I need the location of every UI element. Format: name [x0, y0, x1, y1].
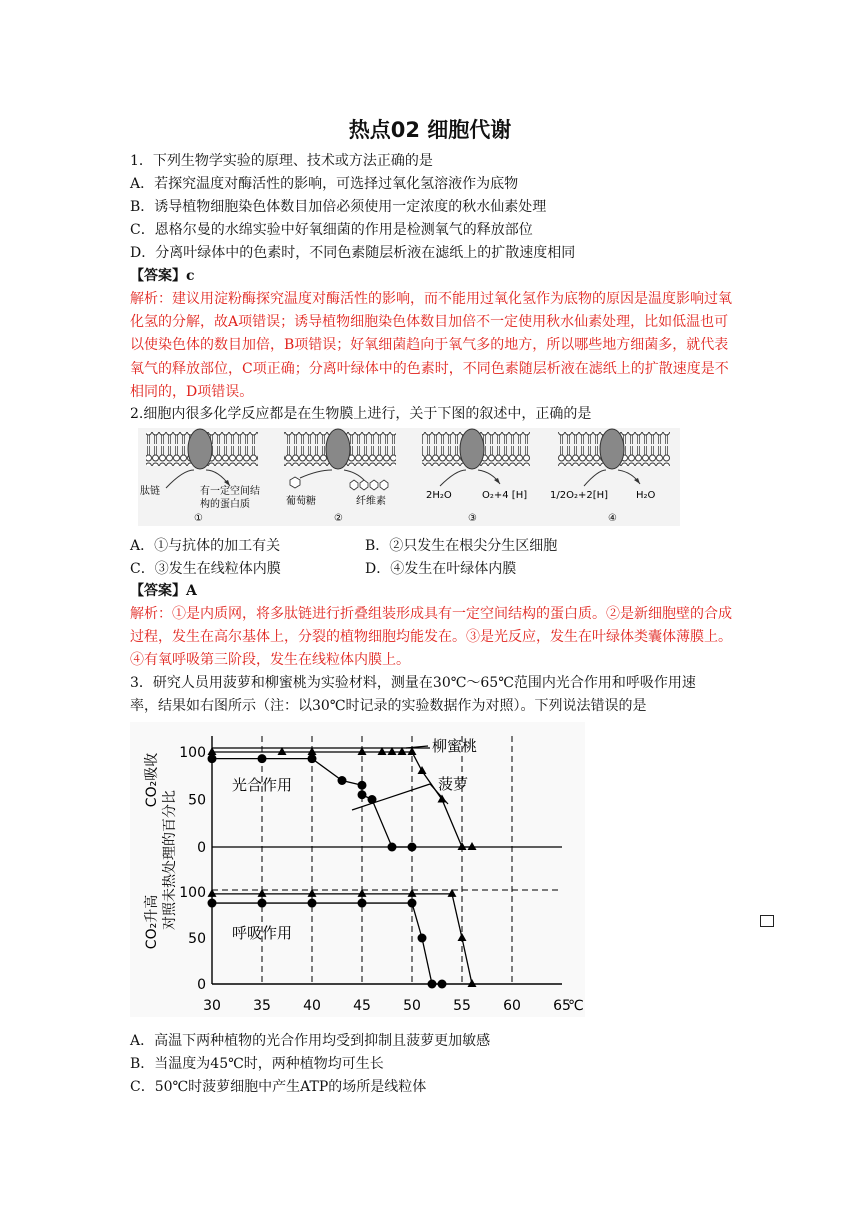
legend-label-tri: 柳蜜桃: [432, 737, 478, 755]
q3-option-b: B．当温度为45℃时，两种植物均可生长: [130, 1056, 384, 1072]
q2-answer: 【答案】A: [130, 583, 197, 599]
photo-tri-series-point: [468, 842, 477, 850]
q1-option-d: D．分离叶绿体中的色素时，不同色素随层析液在滤纸上的扩散速度相同: [130, 245, 576, 261]
x-axis-unit: ℃: [568, 998, 584, 1014]
photo-dot-series-point: [338, 776, 347, 785]
diagram-3-left: 2H₂O: [426, 490, 452, 501]
diagram-4-left: 1/2O₂+2[H]: [550, 490, 609, 501]
diagram-3-number: ③: [468, 513, 477, 524]
y-tick-label-top: 50: [188, 792, 206, 809]
photo-dot-series-point: [308, 754, 317, 763]
resp-tri-series-point: [458, 933, 467, 941]
x-tick-label: 60: [503, 998, 521, 1014]
diagram-2-number: ②: [334, 513, 343, 524]
photo-tri-series-point: [418, 766, 427, 774]
diagram-1-right-1: 有一定空间结: [200, 486, 260, 497]
q2-stem: 2.细胞内很多化学反应都是在生物膜上进行，关于下图的叙述中，正确的是: [130, 406, 592, 422]
resp-dot-series-point: [208, 899, 217, 908]
diagram-4-number: ④: [608, 513, 617, 524]
y-tick-label-top: 0: [197, 840, 206, 856]
legend-label-dot: 菠萝: [438, 775, 469, 793]
temperature-rate-chart: [130, 722, 585, 1017]
cellulose-chain-icon: [350, 480, 388, 490]
membrane-diagram: [138, 428, 680, 526]
q1-stem: 1．下列生物学实验的原理、技术或方法正确的是: [130, 153, 433, 169]
q1-explanation: 解析：建议用淀粉酶探究温度对酶活性的影响，而不能用过氧化氢作为底物的原因是温度影响过氧化氢的分解，故A项错误；诱导植物细胞染色体数目加倍不一定使用秋水仙素处理，比如低温也可以使染色体的数目加倍，B项错误；好氧细菌趋向于氧气多的地方，所以哪些地方细菌多，就代表氧气的释放部位，C项正确；分离叶绿体中的色素时，不同色素随层析液在滤纸上的扩散速度是不相同的，D项错误。: [130, 291, 732, 400]
q3-stem-line-1: 3．研究人员用菠萝和柳蜜桃为实验材料，测量在30℃～65℃范围内光合作用和呼吸作用速: [130, 675, 696, 691]
membrane-panel-4: [550, 429, 670, 524]
photo-dot-series-point: [208, 754, 217, 763]
q3-option-c: C．50℃时菠萝细胞中产生ATP的场所是线粒体: [130, 1079, 427, 1095]
photo-dot-series-point: [388, 843, 397, 852]
photo-dot-series-point: [358, 781, 367, 790]
photosynthesis-panel-label: 光合作用: [232, 776, 293, 794]
q3-stem-line-2: 率，结果如右图所示（注：以30℃时记录的实验数据作为对照）。下列说法错误的是: [130, 698, 647, 714]
q2-option-a: A．①与抗体的加工有关: [130, 538, 281, 554]
x-tick-label: 30: [203, 998, 221, 1014]
x-tick-label: 40: [303, 998, 321, 1014]
resp-dot-series-point: [258, 899, 267, 908]
y-tick-label-bottom: 50: [188, 931, 206, 947]
x-tick-label: 45: [353, 998, 371, 1014]
q2-explanation: 解析：①是内质网，将多肽链进行折叠组装形成具有一定空间结构的蛋白质。②是新细胞壁的合成过程，发生在高尔基体上，分裂的植物细胞均能发在。③是光反应，发生在叶绿体类囊体薄膜上。④有氧呼吸第三阶段，发生在线粒体内膜上。: [130, 606, 732, 669]
membrane-panel-2: [284, 429, 396, 524]
q2-option-b: B．②只发生在根尖分生区细胞: [365, 538, 558, 554]
q2-option-c: C．③发生在线粒体内膜: [130, 561, 281, 577]
membrane-panel-3: [422, 429, 530, 524]
diagram-4-right: H₂O: [636, 490, 656, 501]
diagram-1-number: ①: [194, 513, 203, 524]
resp-dot-series-line: [212, 903, 442, 984]
glucose-hexagon-icon: [290, 477, 300, 488]
page-title: 热点02 细胞代谢: [348, 118, 512, 142]
q1-option-c: C．恩格尔曼的水绵实验中好氧细菌的作用是检测氧气的释放部位: [130, 222, 533, 238]
y-tick-label-bottom: 100: [179, 885, 206, 901]
y-axis-label-middle: 对照未热处理的百分比: [162, 790, 178, 930]
y-axis-label-bottom: CO₂升高: [144, 894, 160, 950]
diagram-3-right: O₂+4 [H]: [482, 490, 528, 501]
photo-tri-series-point: [458, 842, 467, 850]
q1-option-b: B．诱导植物细胞染色体数目加倍必须使用一定浓度的秋水仙素处理: [130, 199, 547, 215]
resp-dot-series-point: [408, 899, 417, 908]
y-tick-label-bottom: 0: [197, 977, 206, 993]
x-tick-label: 65: [553, 998, 571, 1014]
y-tick-label-top: 100: [179, 745, 206, 761]
x-tick-label: 35: [253, 998, 271, 1014]
diagram-2-right: 纤维素: [356, 496, 386, 507]
respiration-panel-label: 呼吸作用: [232, 924, 293, 942]
resp-dot-series-point: [308, 899, 317, 908]
photo-dot-series-point: [258, 754, 267, 763]
q3-option-a: A．高温下两种植物的光合作用均受到抑制且菠萝更加敏感: [130, 1033, 491, 1049]
q2-option-d: D．④发生在叶绿体内膜: [365, 561, 517, 577]
y-axis-label-top: CO₂吸收: [144, 752, 160, 808]
checkbox-square: [760, 915, 774, 927]
diagram-1-left: 肽链: [140, 486, 160, 497]
q1-option-a: A．若探究温度对酶活性的影响，可选择过氧化氢溶液作为底物: [130, 176, 519, 192]
photo-dot-series-point: [408, 843, 417, 852]
q1-answer: 【答案】c: [130, 268, 195, 284]
diagram-1-right-2: 构的蛋白质: [200, 499, 250, 510]
resp-dot-series-point: [428, 980, 437, 989]
photo-dot-series-point: [358, 790, 367, 799]
resp-dot-series-point: [358, 899, 367, 908]
photo-tri-series-line: [212, 752, 472, 847]
membrane-panel-1: [140, 429, 260, 524]
resp-tri-series-point: [468, 979, 477, 987]
resp-dot-series-point: [418, 934, 427, 943]
resp-dot-series-point: [438, 980, 447, 989]
x-tick-label: 50: [403, 998, 421, 1014]
diagram-2-left: 葡萄糖: [286, 496, 316, 507]
x-tick-label: 55: [453, 998, 471, 1014]
